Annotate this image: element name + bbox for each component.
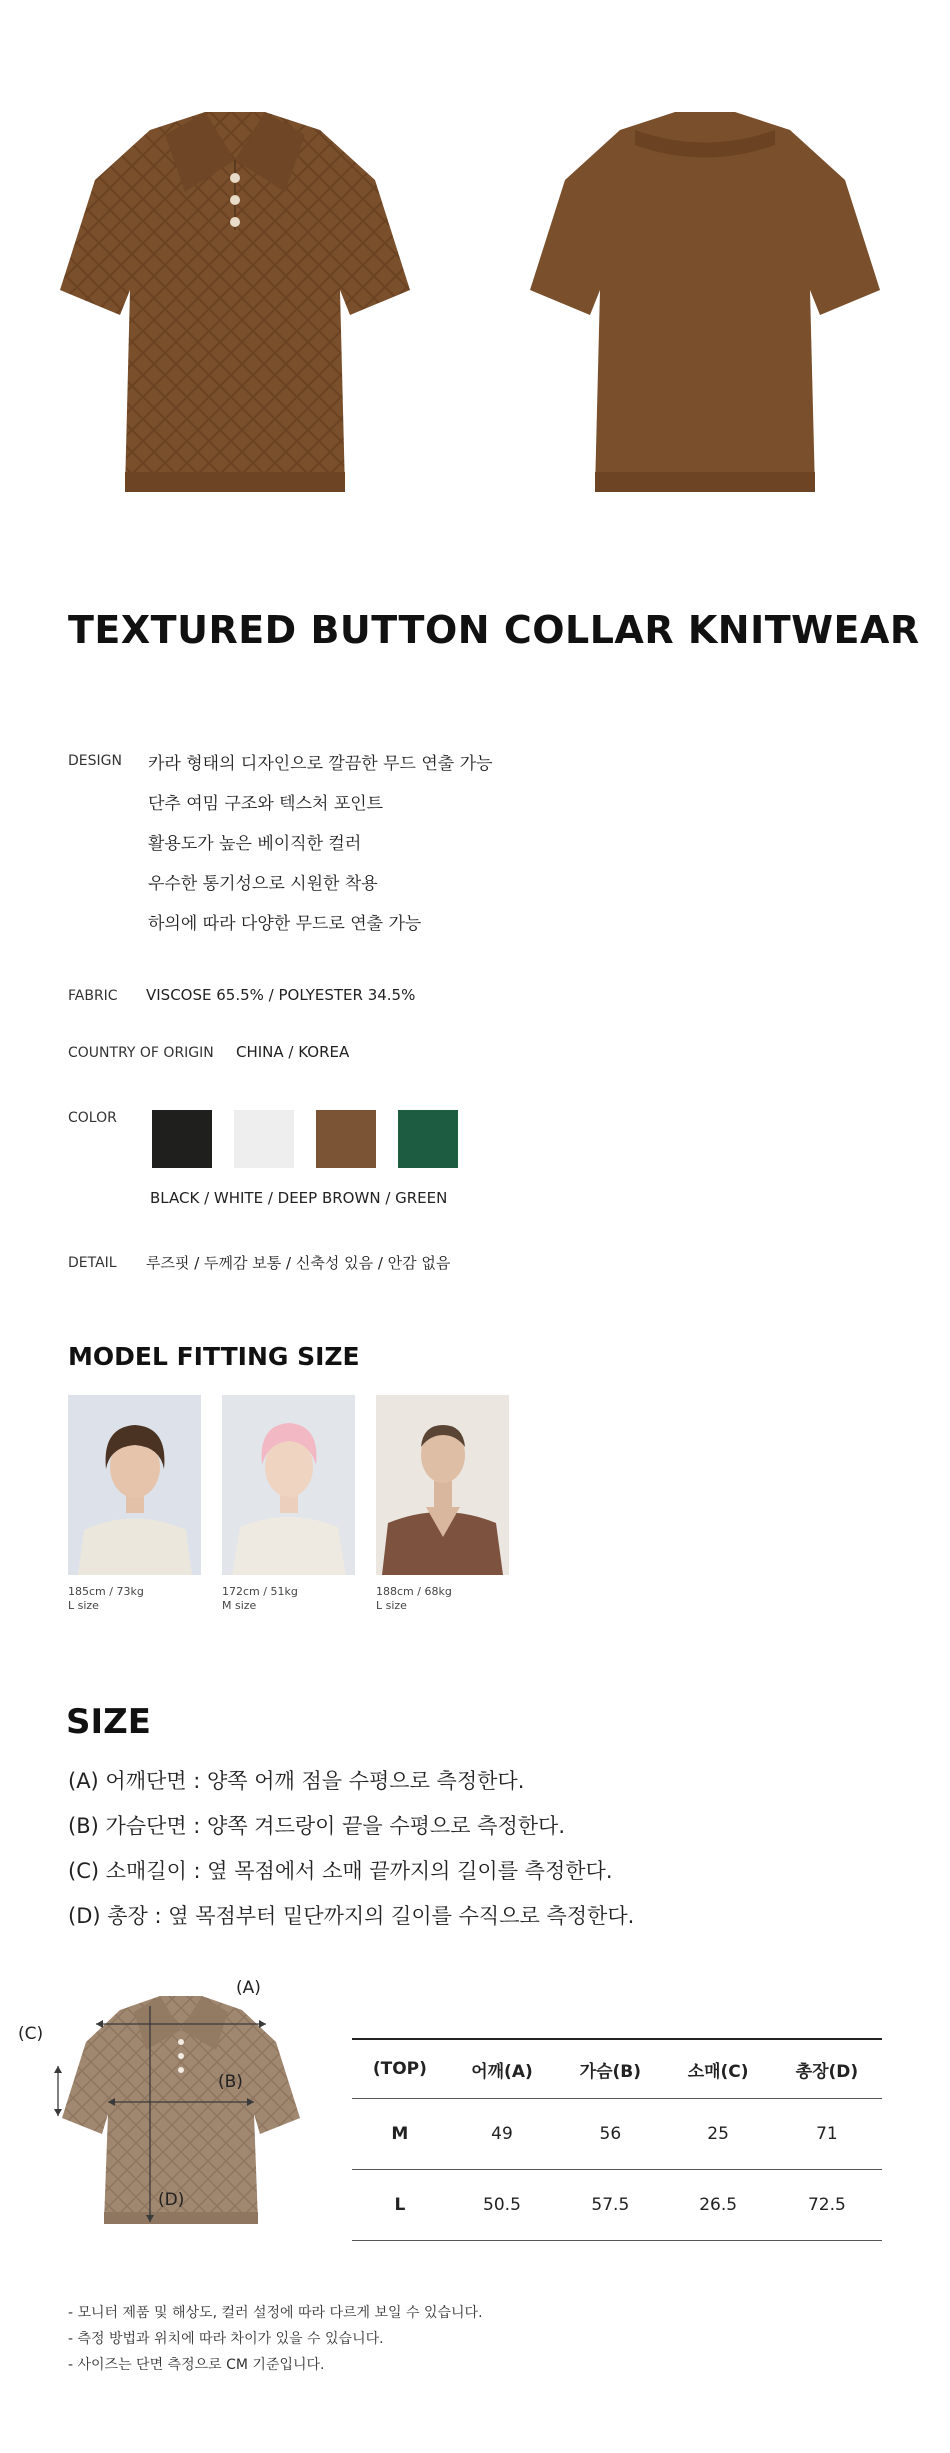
fabric-value: VISCOSE 65.5% / POLYESTER 34.5% [146, 986, 416, 1004]
detail-value: 루즈핏 / 두께감 보통 / 신축성 있음 / 안감 없음 [146, 1254, 451, 1272]
fabric-label: FABRIC [68, 988, 118, 1004]
diagram-label-d: (D) [158, 2190, 185, 2210]
back-garment-image [525, 100, 885, 500]
table-cell: 57.5 [556, 2170, 664, 2241]
size-table-header: 소매(C) [664, 2039, 771, 2099]
size-definition: (A) 어깨단면 : 양쪽 어깨 점을 수평으로 측정한다. [68, 1769, 525, 1793]
size-definition: (D) 총장 : 옆 목점부터 밑단까지의 길이를 수직으로 측정한다. [68, 1904, 635, 1928]
product-title: TEXTURED BUTTON COLLAR KNITWEAR [68, 608, 920, 652]
size-definition: (C) 소매길이 : 옆 목점에서 소매 끝까지의 길이를 측정한다. [68, 1859, 613, 1883]
size-table-header: 총장(D) [772, 2039, 882, 2099]
design-line: 하의에 따라 다양한 무드로 연출 가능 [148, 914, 422, 934]
design-line: 활용도가 높은 베이직한 컬러 [148, 834, 362, 854]
size-heading: SIZE [66, 1702, 152, 1742]
color-swatch-deep-brown[interactable] [316, 1110, 376, 1168]
diagram-label-b: (B) [218, 2072, 243, 2092]
origin-label: COUNTRY OF ORIGIN [68, 1045, 214, 1061]
model-caption-stats: 172cm / 51kg [222, 1585, 298, 1598]
table-cell: 72.5 [772, 2170, 882, 2241]
origin-value: CHINA / KOREA [236, 1043, 350, 1061]
size-label-cell: L [352, 2170, 448, 2241]
color-swatch-white[interactable] [234, 1110, 294, 1168]
table-cell: 56 [556, 2099, 664, 2170]
model-caption-size: L size [376, 1599, 407, 1612]
note-line: - 측정 방법과 위치에 따라 차이가 있을 수 있습니다. [68, 2331, 384, 2347]
front-garment-image [55, 100, 415, 500]
size-table [352, 2038, 882, 2241]
model-caption-size: M size [222, 1599, 257, 1612]
model-photo [376, 1395, 509, 1575]
table-cell: 49 [448, 2099, 557, 2170]
table-cell: 50.5 [448, 2170, 557, 2241]
note-line: - 사이즈는 단면 측정으로 CM 기준입니다. [68, 2357, 325, 2373]
table-cell: 25 [664, 2099, 771, 2170]
color-swatch-black[interactable] [152, 1110, 212, 1168]
table-cell: 71 [772, 2099, 882, 2170]
design-line: 우수한 통기성으로 시원한 착용 [148, 874, 378, 894]
design-label: DESIGN [68, 753, 122, 769]
model-photo [68, 1395, 201, 1575]
model-photo [222, 1395, 355, 1575]
model-fitting-heading: MODEL FITTING SIZE [68, 1342, 360, 1371]
color-label: COLOR [68, 1110, 117, 1126]
design-line: 카라 형태의 디자인으로 깔끔한 무드 연출 가능 [148, 754, 493, 774]
size-table-header: (TOP) [352, 2039, 448, 2099]
model-caption-stats: 185cm / 73kg [68, 1585, 144, 1598]
color-swatch-green[interactable] [398, 1110, 458, 1168]
size-table-header: 어깨(A) [448, 2039, 557, 2099]
size-table-header: 가슴(B) [556, 2039, 664, 2099]
note-line: - 모니터 제품 및 해상도, 컬러 설정에 따라 다르게 보일 수 있습니다. [68, 2305, 483, 2321]
size-label-cell: M [352, 2099, 448, 2170]
size-definition: (B) 가슴단면 : 양쪽 겨드랑이 끝을 수평으로 측정한다. [68, 1814, 565, 1838]
color-names: BLACK / WHITE / DEEP BROWN / GREEN [150, 1189, 448, 1207]
model-caption-size: L size [68, 1599, 99, 1612]
table-row [352, 2170, 882, 2241]
design-line: 단추 여밈 구조와 텍스처 포인트 [148, 794, 384, 814]
size-table-header-row [352, 2039, 882, 2099]
model-caption-stats: 188cm / 68kg [376, 1585, 452, 1598]
diagram-label-a: (A) [236, 1978, 261, 1998]
table-cell: 26.5 [664, 2170, 771, 2241]
detail-label: DETAIL [68, 1255, 117, 1271]
diagram-label-c: (C) [18, 2024, 44, 2044]
table-row [352, 2099, 882, 2170]
